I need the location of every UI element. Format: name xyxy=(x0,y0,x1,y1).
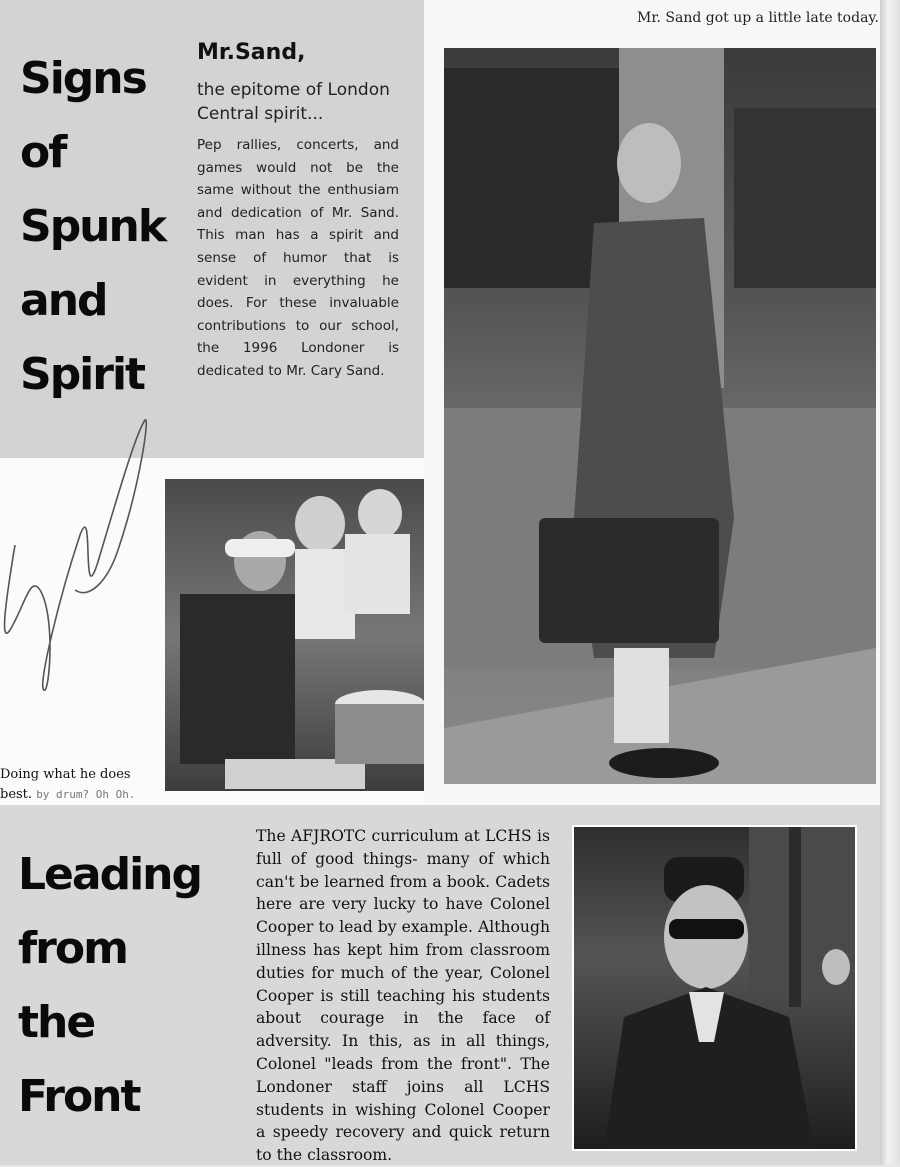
handwritten-note: by drum? Oh Oh. xyxy=(36,788,136,801)
title-line: and xyxy=(20,275,107,326)
photo-illustration xyxy=(165,479,424,791)
drum-photo-caption xyxy=(0,765,160,805)
title-line: Leading xyxy=(18,849,201,900)
title-line: Signs xyxy=(20,53,146,104)
photo-mr-sand-drums xyxy=(165,479,424,791)
photo-mr-sand-robe xyxy=(444,48,876,784)
title-line: from xyxy=(18,923,127,974)
colonel-body: The AFJROTC curriculum at LCHS is full of good things- many of which can't be learned from a book. Cadets here are very lucky to have Colonel Cooper to lead by example. Although illness has kept him from classroom duties for much of the year, Colonel Cooper is still teaching his students about courage in the face of adversity. In this, as in all things, Colonel "leads from the front". The Londoner staff joins all LCHS students in wishing Colonel Cooper a speedy recovery and quick return to the classroom. xyxy=(256,827,550,1165)
section-title-leading xyxy=(18,838,201,1134)
page-edge xyxy=(880,0,900,1165)
main-photo-caption: Mr. Sand got up a little late today. xyxy=(637,10,879,26)
intro-name: Mr.Sand, xyxy=(197,40,306,65)
photo-illustration xyxy=(574,827,855,1149)
section-title-spunk xyxy=(20,42,165,412)
title-line: Spirit xyxy=(20,349,145,400)
intro-body: Pep rallies, concerts, and games would not be the same without the enthusiam and dedication of Mr. Sand. This man has a spirit and sense of humor that is evident in everything he does. For these invaluable contributions to our school, the 1996 Londoner is dedicated to Mr. Cary Sand. xyxy=(197,137,399,379)
photo-illustration xyxy=(444,48,876,784)
title-line: Spunk xyxy=(20,201,166,252)
title-line: the xyxy=(18,997,95,1048)
intro-subtitle: the epitome of London Central spirit... xyxy=(197,80,390,124)
signature-icon xyxy=(0,415,160,700)
photo-colonel-cooper xyxy=(572,825,857,1151)
drum-caption-text: Doing what he does best. xyxy=(0,767,131,802)
title-line: Front xyxy=(18,1071,140,1122)
title-line: of xyxy=(20,127,66,178)
